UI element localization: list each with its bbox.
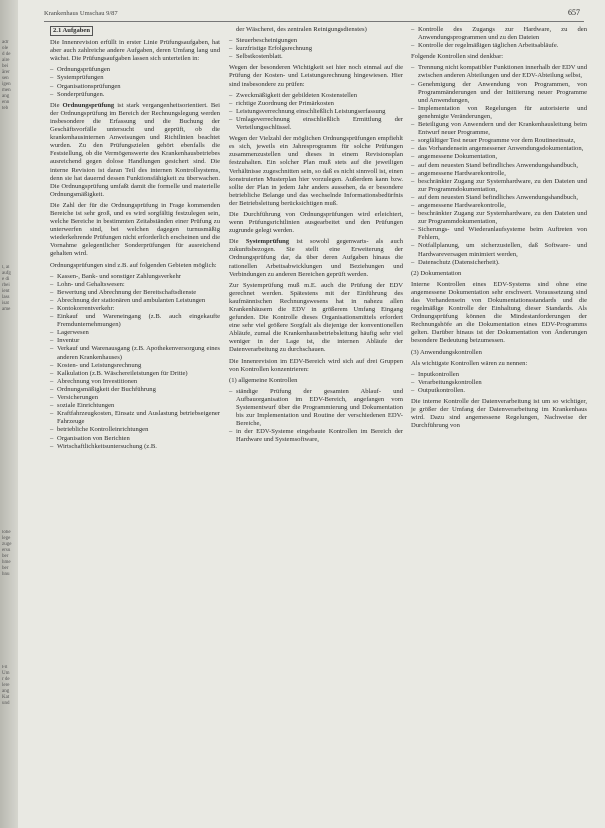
list-item: – Bewertung und Abrechnung der Bereitschaftsdienste: [50, 289, 220, 297]
list-item: – Sonderprüfungen.: [50, 91, 220, 99]
paragraph: Die Innenrevision erfüllt in erster Linie Prüfungsaufgaben, hat aber auch zahlreiche andere Aufgaben, deren Umfang lang und wächst. Die Prüfungsaufgaben lassen sich unterteilen in:: [50, 39, 220, 63]
bullet-list: [411, 64, 587, 266]
keyword: Ordnungsprüfung: [62, 101, 115, 109]
list-item: – angemessene Dokumentation,: [411, 153, 587, 161]
list-item: – beschränkter Zugang zur Systemhardware, zu den Dateien und zur Programmdokumentation,: [411, 210, 587, 226]
bullet-list: [50, 66, 220, 98]
gutter-cut-text: adr ole d de aire bei ärer sen igen men ang enn teb: [2, 40, 11, 111]
list-item: – angemessene Hardwarekontrolle,: [411, 170, 587, 178]
binding-gutter: [0, 0, 18, 828]
list-item: – Versicherungen: [50, 394, 220, 402]
list-item: – Steuerbescheinigungen: [229, 37, 403, 45]
list-item: – Kalkulation (z.B. Wäschereileistungen für Dritte): [50, 370, 220, 378]
list-item: – kurzfristige Erfolgsrechnung: [229, 45, 403, 53]
list-item: – Kontrolle des Zugangs zur Hardware, zu den Anwendungsprogrammen und zu den Dateien: [411, 26, 587, 42]
paragraph: Ordnungsprüfungen sind z.B. auf folgenden Gebieten möglich:: [50, 261, 217, 269]
list-item: – Lohn- und Gehaltswesen:: [50, 281, 220, 289]
list-item: – Zweckmäßigkeit der gebildeten Kostenstellen: [229, 92, 403, 100]
list-item: – richtige Zuordnung der Primärkosten: [229, 100, 403, 108]
bullet-list: [229, 37, 403, 61]
page-number: 657: [568, 8, 580, 17]
list-item: – Implementation von Regelungen für autorisierte und genehmigte Veränderungen,: [411, 105, 587, 121]
column-2: [229, 26, 403, 448]
list-item: – Genehmigung der Anwendung von Programmen, von Programmänderungen und der Initiierung neuer Programme und Anwendungen,: [411, 81, 587, 105]
list-item: – Einkauf und Wareneingang (z.B. auch eingekaufte Fremdunternehmungen): [50, 313, 220, 329]
paragraph: der Wäscherei, des zentralen Reinigungsdienstes): [236, 26, 367, 33]
subheading: (2) Dokumentation: [411, 269, 462, 277]
list-item: – Abrechnung von Investitionen: [50, 378, 220, 386]
list-item: – angemessene Hardwarekontrolle,: [411, 202, 587, 210]
gutter-cut-text: Fil Um r de lere ang Kat und: [2, 665, 10, 706]
list-item: – Kontokorrentverkehr:: [50, 305, 220, 313]
list-item: – Leistungsverrechnung einschließlich Leistungserfassung: [229, 108, 403, 116]
bullet-list: [50, 273, 220, 451]
list-item: – Kontrolle der regelmäßigen täglichen Arbeitsabläufe.: [411, 42, 587, 50]
list-item: – Kraftfahrzeugkosten, Einsatz und Auslastung betriebseigener Fahrzeuge: [50, 410, 220, 426]
paragraph: Als wichtigste Kontrollen wären zu nennen:: [411, 359, 528, 367]
column-1: [50, 26, 220, 454]
list-item: – Wirtschaftlichkeitsuntersuchung (z.B.: [50, 443, 220, 451]
list-item: – Outputkontrollen.: [411, 387, 587, 395]
journal-title: Krankenhaus Umschau 9/87: [44, 10, 118, 17]
subheading: (1) allgemeine Kontrollen: [229, 376, 298, 384]
list-item: – Umlageverrechnung einschließlich Ermittlung der Verteilungsschlüssel.: [229, 116, 403, 132]
list-item: – Inventur: [50, 337, 220, 345]
paragraph: Die Ordnungsprüfung ist stark vergangenheitsorientiert. Bei der Ordnungsprüfung im Bereich der Rechnungslegung werden insbesondere die Erfassung und die Buchung der Geschäftsvorfälle untersucht und geprüft, ob die krankenhausinternen Anweisungen und Richtlinien beachtet wurden. Zu den Prüfungszielen gehört ebenfalls die Feststellung, ob die Vermögenswerte des Krankenhausbetriebes ausreichend gegen dolose Handlungen gesichert sind. Die interne Revision ist daran Teil des internen Kontrollsystems, denn sie hat dauernd dessen Funktionsfähigkeit zu überwachen. Die Ordnungsprüfung umfaßt damit die formelle und materielle Ordnungsmäßigkeit.: [50, 101, 220, 198]
list-item: – auf dem neuesten Stand befindliches Anwendungshandbuch,: [411, 194, 587, 202]
paragraph: Die interne Kontrolle der Datenverarbeitung ist um so wichtiger, je größer der Umfang der Datenverarbeitung im Krankenhaus wird. Dazu sind angemessene Regelungen, Nachweise der Durchführung von: [411, 398, 587, 430]
list-item: – Lagerwesen: [50, 329, 220, 337]
list-item: – Abrechnung der stationären und ambulanten Leistungen: [50, 297, 220, 305]
bullet-list: [229, 92, 403, 132]
list-item: – Organisationsprüfungen: [50, 83, 220, 91]
list-item: – Datenschutz (Datensicherheit).: [411, 259, 587, 267]
paragraph: Wegen der besonderen Wichtigkeit sei hier noch einmal auf die Prüfung der Kosten- und Leistungsrechnung hingewiesen. Hier sind insbesondere zu prüfen:: [229, 64, 403, 88]
list-item: – Systemprüfungen: [50, 74, 220, 82]
paragraph: Die Durchführung von Ordnungsprüfungen wird erleichtert, wenn Prüfungsrichtlinien ausgearbeitet und den Prüfungen zugrunde gelegt werden.: [229, 210, 403, 235]
list-item: – Verkauf und Warenausgang (z.B. Apothekenversorgung eines anderen Krankenhauses): [50, 345, 220, 361]
paragraph: Die Zahl der für die Ordnungsprüfung in Frage kommenden Bereiche ist sehr groß, und es wird sorgfältig festzulegen sein, welche Bereiche in bestimmten Zeitabständen einer Prüfung zu unterwerfen sind, bei welchen dagegen turnusmäßig wiederkehrende Prüfungen nicht erforderlich erscheinen und die Vornahme gelegentlicher Sonderprüfungen für ausreichend gehalten wird.: [50, 201, 220, 258]
list-item: – das Vorhandensein angemessener Anwendungsdokumentation,: [411, 145, 587, 153]
paragraph: Zur Systemprüfung muß m.E. auch die Prüfung der EDV gerechnet werden. Spätestens mit der Einführung des kaufmännischen Rechnungswesens hat in nahezu allen Krankenhäusern die EDV in größerem Umfang Eingang gefunden. Die Kontrolle dieses Organisationsmittels erfordert eine sehr viel größere Sorgfalt als diejenige der konventionellen Abläufe, zumal die Krankenhausbetriebsleitung häufig sehr viel weniger in der Lage ist, die internen Abläufe der Datenverarbeitung zu durchschauen.: [229, 281, 403, 354]
paragraph: Die Systemprüfung ist sowohl gegenwarts- als auch zukunftsbezogen. Sie stellt eine Erweiterung der Ordnungsprüfung dar, da über deren Aufgaben hinaus die rationellen Arbeitsabwicklungen und Beziehungen und Verbindungen zu anderen Bereichen geprüft werden.: [229, 238, 403, 278]
subheading: (3) Anwendungskontrollen: [411, 348, 482, 356]
list-item: – auf dem neuesten Stand befindliches Anwendungshandbuch,: [411, 162, 587, 170]
list-item: – beschränkter Zugang zur Systemhardware, zu den Dateien und zur Programmdokumentation,: [411, 178, 587, 194]
paragraph: Wegen der Vielzahl der möglichen Ordnungsprüfungen empfiehlt es sich, jeweils ein Jahresprogramm für solche Prüfungen zusammenzustellen und dieses in einem Revisionsplan festzuhalten. Ein solcher Plan muß stets auf die jeweiligen Verhältnisse zugeschnitten sein, so daß es nicht sinnvoll ist, einen konstruierten Musterplan hier vorzulegen. Außerdem kann bzw. sollte der Plan in jedem Jahr anders aussehen, da er besondere betriebliche Belange und das wechselnde Informationsbedürfnis der Betriebsleitung berücksichtigen muß.: [229, 135, 403, 207]
list-item: – Kosten- und Leistungsrechnung: [50, 362, 220, 370]
column-3: [411, 26, 587, 433]
gutter-cut-text: lohe lege zuge ersu ber hme ber hnu: [2, 530, 12, 577]
list-item: – Kassen-, Bank- und sonstiger Zahlungsverkehr: [50, 273, 220, 281]
list-item: – in der EDV-Systeme eingebaute Kontrollen im Bereich der Hardware und Systemsoftware,: [229, 428, 403, 444]
list-item: – soziale Einrichtungen: [50, 402, 220, 410]
keyword: Systemprüfung: [245, 238, 290, 246]
list-item: – Notfallplanung, um sicherzustellen, daß Software- und Hardwareversagen minimiert werden,: [411, 242, 587, 258]
list-item: – Selbstkostenblatt.: [229, 53, 403, 61]
paragraph: Die Innenrevision im EDV-Bereich wird sich auf drei Gruppen von Kontrollen konzentrieren:: [229, 357, 403, 373]
bullet-list: [411, 26, 587, 50]
page-header: [44, 6, 584, 20]
list-item: – Ordnungsmäßigkeit der Buchführung: [50, 386, 220, 394]
list-item: – Ordnungsprüfungen: [50, 66, 220, 74]
list-item: – sorgfältiger Test neuer Programme vor dem Routineeinsatz,: [411, 137, 587, 145]
list-item: – Sicherungs- und Wiederanlaufsysteme beim Auftreten von Fehlern,: [411, 226, 587, 242]
paragraph: Folgende Kontrollen sind denkbar:: [411, 53, 504, 61]
list-item: – Verarbeitungskontrollen: [411, 379, 587, 387]
header-rule: [44, 21, 584, 22]
list-item: – ständige Prüfung der gesamten Ablauf- und Aufbauorganisation im EDV-Bereich, angefangen vom Systementwurf über die Programmierung und Dokumentation bis zur Implementation und Routine der verschiedenen EDV-Bereiche,: [229, 388, 403, 428]
paragraph: Interne Kontrollen eines EDV-Systems sind ohne eine angemessene Dokumentation sehr erschwert. Voraussetzung sind das Vorhandensein von Dokumentationsstandards und die regelmäßige Kontrolle der Einhaltung dieser Standards. Als Ordnungsprüfung können die Mindestanforderungen der Rechnungshöfe an die Dokumentation eines EDV-Programms gelten. Darüber hinaus ist der Dokumentation von Änderungen besondere Bedeutung beizumessen.: [411, 280, 587, 345]
list-item: – betriebliche Kontrolleinrichtungen: [50, 426, 220, 434]
list-item: – Beteiligung von Anwendern und der Krankenhausleitung beim Entwurf neuer Programme,: [411, 121, 587, 137]
bullet-list: [411, 371, 587, 395]
list-item: – Organisation von Berichten: [50, 435, 220, 443]
section-title: 2.1 Aufgaben: [50, 26, 93, 36]
gutter-cut-text: l, al aufg e di rbei ient lass isat ame: [2, 265, 11, 312]
list-item: – Trennung nicht kompatibler Funktionen innerhalb der EDV und zwischen anderen Abteilungen und der EDV-Abteilung selbst,: [411, 64, 587, 80]
list-item: – Inputkontrollen: [411, 371, 587, 379]
bullet-list: [229, 388, 403, 445]
